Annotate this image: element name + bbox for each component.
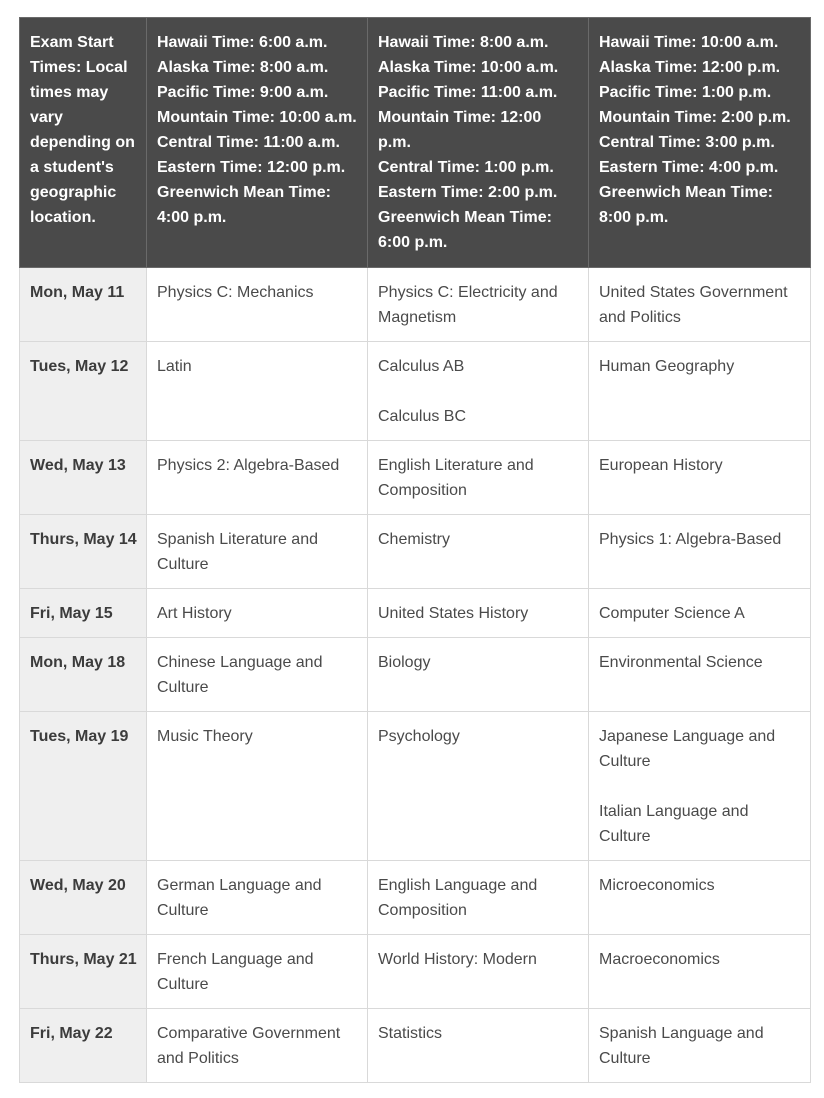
table-body <box>20 268 811 1083</box>
time-eastern: Eastern Time: 2:00 p.m. <box>378 184 558 201</box>
exam-subject: World History: Modern <box>368 935 589 1009</box>
exam-date: Wed, May 20 <box>20 861 147 935</box>
exam-subject: English Literature and Composition <box>368 441 589 515</box>
exam-date: Wed, May 13 <box>20 441 147 515</box>
exam-date: Mon, May 11 <box>20 268 147 342</box>
exam-subject: Physics C: Mechanics <box>147 268 368 342</box>
table-row <box>20 515 811 589</box>
exam-subject: Microeconomics <box>589 861 811 935</box>
exam-date: Mon, May 18 <box>20 638 147 712</box>
time-pacific: Pacific Time: 1:00 p.m. <box>599 84 772 101</box>
table-row <box>20 268 811 342</box>
exam-date: Thurs, May 14 <box>20 515 147 589</box>
exam-subject: Calculus AB <box>378 358 465 375</box>
header-time-slot-1 <box>147 18 368 268</box>
time-eastern: Eastern Time: 4:00 p.m. <box>599 159 779 176</box>
table-row <box>20 638 811 712</box>
time-eastern: Eastern Time: 12:00 p.m. <box>157 159 346 176</box>
header-time-slot-2 <box>368 18 589 268</box>
header-row <box>20 18 811 268</box>
exam-subject: Environmental Science <box>589 638 811 712</box>
exam-subject: Physics 1: Algebra-Based <box>589 515 811 589</box>
exam-subject: Statistics <box>368 1009 589 1083</box>
exam-subject: Japanese Language and Culture <box>599 728 776 770</box>
time-gmt: Greenwich Mean Time: 8:00 p.m. <box>599 184 773 226</box>
time-central: Central Time: 3:00 p.m. <box>599 134 775 151</box>
header-exam-start-times: Exam Start Times: Local times may vary depending on a student's geographic location. <box>20 18 147 268</box>
time-hawaii: Hawaii Time: 10:00 a.m. <box>599 34 779 51</box>
exam-subject: Chemistry <box>368 515 589 589</box>
exam-subject: German Language and Culture <box>147 861 368 935</box>
time-mountain: Mountain Time: 2:00 p.m. <box>599 109 791 126</box>
time-hawaii: Hawaii Time: 8:00 a.m. <box>378 34 549 51</box>
exam-date: Thurs, May 21 <box>20 935 147 1009</box>
exam-subject: English Language and Composition <box>368 861 589 935</box>
time-alaska: Alaska Time: 12:00 p.m. <box>599 59 781 76</box>
table-row <box>20 712 811 861</box>
exam-date: Fri, May 22 <box>20 1009 147 1083</box>
exam-date: Tues, May 12 <box>20 342 147 441</box>
exam-subject: Music Theory <box>147 712 368 861</box>
exam-subject: Human Geography <box>589 342 811 441</box>
exam-subject: Macroeconomics <box>589 935 811 1009</box>
table-header <box>20 18 811 268</box>
exam-subject: Spanish Language and Culture <box>589 1009 811 1083</box>
exam-subject: Italian Language and Culture <box>599 803 749 845</box>
exam-subject: United States History <box>368 589 589 638</box>
exam-subject: Psychology <box>368 712 589 861</box>
time-pacific: Pacific Time: 11:00 a.m. <box>378 84 558 101</box>
table-row <box>20 935 811 1009</box>
exam-subject-cell <box>368 342 589 441</box>
exam-subject: Comparative Government and Politics <box>147 1009 368 1083</box>
table-row <box>20 589 811 638</box>
exam-date: Tues, May 19 <box>20 712 147 861</box>
time-pacific: Pacific Time: 9:00 a.m. <box>157 84 329 101</box>
exam-subject-cell <box>589 712 811 861</box>
exam-subject: Physics C: Electricity and Magnetism <box>368 268 589 342</box>
exam-subject: Computer Science A <box>589 589 811 638</box>
time-gmt: Greenwich Mean Time: 4:00 p.m. <box>157 184 331 226</box>
time-hawaii: Hawaii Time: 6:00 a.m. <box>157 34 328 51</box>
time-mountain: Mountain Time: 10:00 a.m. <box>157 109 357 126</box>
exam-subject: Biology <box>368 638 589 712</box>
exam-schedule-table <box>19 17 811 1083</box>
exam-subject: Calculus BC <box>378 408 467 425</box>
table-row <box>20 1009 811 1083</box>
exam-subject: Chinese Language and Culture <box>147 638 368 712</box>
time-mountain: Mountain Time: 12:00 p.m. <box>378 109 542 151</box>
table-row <box>20 342 811 441</box>
header-time-slot-3 <box>589 18 811 268</box>
time-alaska: Alaska Time: 10:00 a.m. <box>378 59 559 76</box>
exam-subject: Latin <box>147 342 368 441</box>
table-row <box>20 861 811 935</box>
exam-subject: Spanish Literature and Culture <box>147 515 368 589</box>
exam-date: Fri, May 15 <box>20 589 147 638</box>
table-row <box>20 441 811 515</box>
exam-subject: United States Government and Politics <box>589 268 811 342</box>
exam-subject: Physics 2: Algebra-Based <box>147 441 368 515</box>
time-central: Central Time: 1:00 p.m. <box>378 159 554 176</box>
exam-subject: French Language and Culture <box>147 935 368 1009</box>
exam-subject: Art History <box>147 589 368 638</box>
time-alaska: Alaska Time: 8:00 a.m. <box>157 59 329 76</box>
time-gmt: Greenwich Mean Time: 6:00 p.m. <box>378 209 552 251</box>
exam-subject: European History <box>589 441 811 515</box>
time-central: Central Time: 11:00 a.m. <box>157 134 340 151</box>
